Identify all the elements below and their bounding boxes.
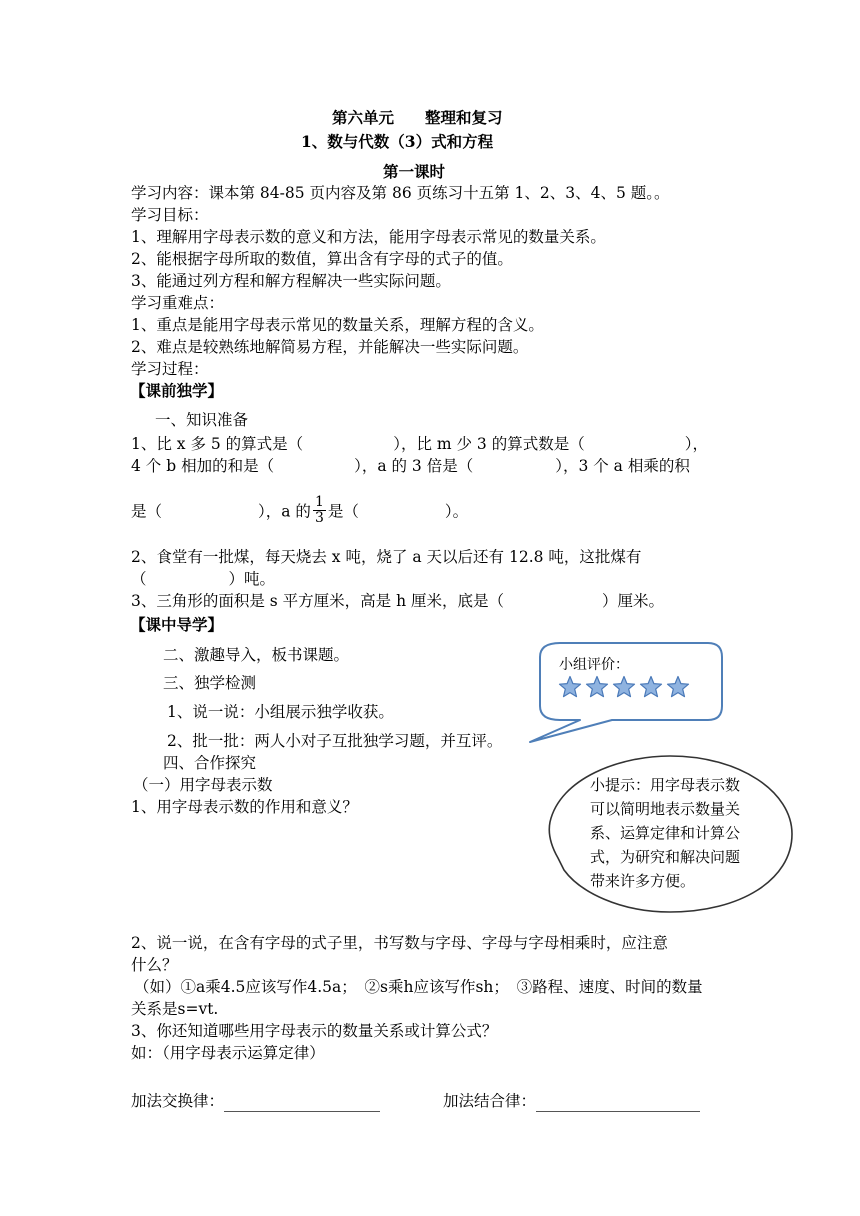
step-2: 二、激趣导入，板书课题。: [163, 646, 350, 664]
step-4: 四、合作探究: [163, 754, 257, 772]
q2-text: （: [131, 570, 147, 588]
q1-text: ），比 m 少 3 的算式数是（: [393, 435, 585, 453]
tip-line: 可以简明地表示数量关: [590, 800, 741, 818]
part-1-q3-example: 如：（用字母表示运算定律）: [131, 1044, 325, 1062]
key-point-item: 2、难点是较熟练地解简易方程，并能解决一些实际问题。: [131, 338, 529, 356]
part-1-q2-example-line1: （如）①a乘4.5应该写作4.5a； ②s乘h应该写作sh； ③路程、速度、时间的数量: [134, 978, 703, 996]
law-answer-line[interactable]: [224, 1093, 380, 1112]
study-content: 学习内容：课本第 84-85 页内容及第 86 页练习十五第 1、2、3、4、5 题。。: [131, 184, 670, 202]
fraction-one-third: [313, 495, 326, 526]
q1-text: 4 个 b 相加的和是（: [131, 457, 275, 475]
q3-line: [131, 590, 664, 612]
q1-text: ），a 的 3 倍是（: [354, 457, 474, 475]
group-eval-label: 小组评价：: [559, 657, 629, 673]
q1-text: 是（: [131, 502, 163, 521]
tip-line: 式，为研究和解决问题: [590, 848, 741, 866]
lesson-title: 第一课时: [383, 162, 446, 181]
part-1-title: （一）用字母表示数: [133, 776, 273, 794]
key-point-item: 1、重点是能用字母表示常见的数量关系，理解方程的含义。: [131, 316, 544, 334]
fraction-denominator: 3: [314, 510, 324, 526]
q3-text: 3、三角形的面积是 s 平方厘米，高是 h 厘米，底是（: [131, 592, 505, 610]
key-points-heading: 学习重难点：: [131, 294, 225, 312]
part-1-q3: 3、你还知道哪些用字母表示的数量关系或计算公式？: [131, 1022, 498, 1040]
star-icon[interactable]: [666, 675, 690, 699]
law-label: 加法交换律：: [131, 1092, 225, 1110]
q1-text: 是（: [327, 502, 359, 521]
q1-line2: [131, 455, 690, 477]
process-heading: 学习过程：: [131, 360, 209, 378]
law-commutative: [131, 1090, 380, 1112]
goal-item: 3、能通过列方程和解方程解决一些实际问题。: [131, 272, 451, 290]
goal-item: 2、能根据字母所取的数值，算出含有字母的式子的值。: [131, 250, 513, 268]
section-title: 1、数与代数（3）式和方程: [301, 132, 494, 151]
step-3: 三、独学检测: [163, 674, 257, 692]
goals-heading: 学习目标：: [131, 206, 209, 224]
star-icon[interactable]: [558, 675, 582, 699]
part-1-q2-line2: 什么？: [131, 956, 178, 974]
goal-item: 1、理解用字母表示数的意义和方法，能用字母表示常见的数量关系。: [131, 228, 606, 246]
q1-text: ），a 的: [258, 502, 311, 521]
q1-text: 1、比 x 多 5 的算式是（: [131, 435, 304, 453]
star-icon[interactable]: [639, 675, 663, 699]
q1-text: ）。: [444, 502, 469, 521]
rating-stars[interactable]: [558, 675, 690, 699]
q3-text: ）厘米。: [602, 592, 665, 610]
fraction-numerator: 1: [314, 494, 324, 510]
q1-line3: [131, 494, 469, 528]
pre-class-heading: 【课前独学】: [130, 381, 224, 400]
q1-text: ），: [684, 435, 708, 453]
step-3-2: 2、批一批：两人小对子互批独学习题，并互评。: [167, 732, 503, 750]
q1-line1: [131, 433, 708, 455]
unit-title: 第六单元 整理和复习: [332, 108, 503, 127]
step-3-1: 1、说一说：小组展示独学收获。: [167, 703, 394, 721]
tip-line: 系、运算定律和计算公: [590, 824, 741, 842]
law-answer-line[interactable]: [536, 1093, 700, 1112]
star-icon[interactable]: [585, 675, 609, 699]
q2-line2: [131, 568, 275, 590]
tip-line: 带来许多方便。: [590, 872, 696, 890]
q1-text: ），3 个 a 相乘的积: [555, 457, 690, 475]
tip-line: 小提示：用字母表示数: [590, 776, 741, 794]
part-1-q2-example-line2: 关系是s=vt.: [131, 1000, 219, 1018]
star-icon[interactable]: [612, 675, 636, 699]
q2-text: ）吨。: [228, 570, 276, 588]
law-associative: [443, 1090, 700, 1112]
law-label: 加法结合律：: [443, 1092, 537, 1110]
knowledge-prep: 一、知识准备: [155, 411, 249, 429]
part-1-q1: 1、用字母表示数的作用和意义？: [131, 798, 358, 816]
in-class-heading: 【课中导学】: [130, 615, 224, 634]
part-1-q2-line1: 2、说一说，在含有字母的式子里，书写数与字母、字母与字母相乘时，应注意: [131, 934, 668, 952]
q2-line1: 2、食堂有一批煤，每天烧去 x 吨，烧了 a 天以后还有 12.8 吨，这批煤有: [131, 548, 642, 566]
